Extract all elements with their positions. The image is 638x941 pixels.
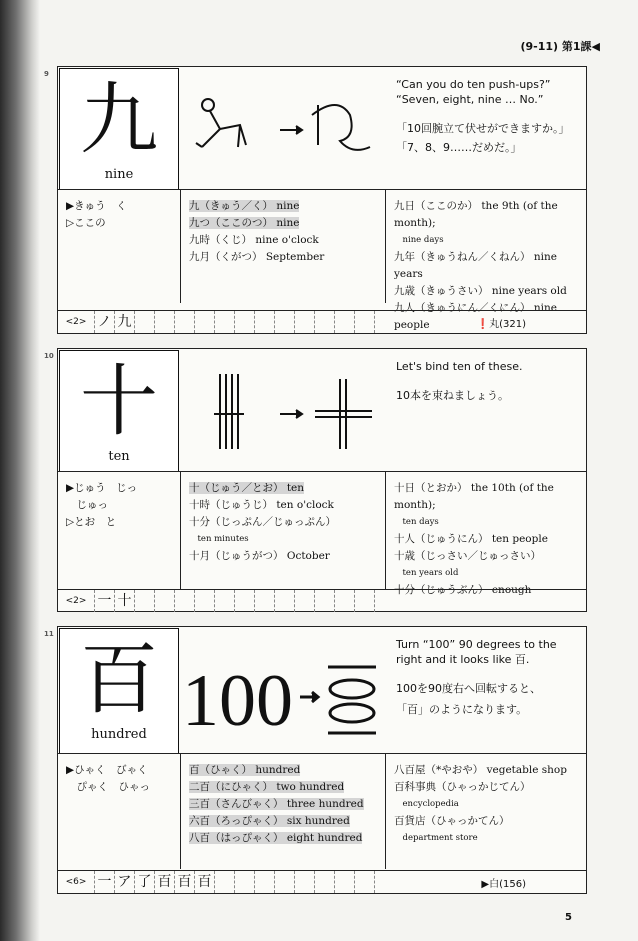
entry-number: 9 [44,70,49,78]
stroke-cell: 九 [114,311,134,333]
stroke-count: <6> [65,877,87,887]
kanji-entry-9 [57,66,587,334]
stroke-cell: 百 [154,871,174,893]
kanji-box [59,350,179,472]
readings: ▶きゅう く ▷ここの [66,200,127,229]
kanji-meaning: hundred [91,727,147,742]
stroke-order-row [58,310,586,333]
kanji-box [59,628,179,754]
stroke-count: <2> [65,596,87,606]
stroke-cell: 十 [114,590,134,612]
mnemonic-text: Let's bind ten of these. 10本を束ねましょう。 [396,360,523,402]
kanji-box [59,68,179,190]
mnemonic-text: Turn “100” 90 degrees to the right and it looks like 百. 100を90度右へ回転すると、 「百」のようになります。 [396,638,557,716]
example-words: 百（ひゃく） hundred 二百（にひゃく） two hundred 三百（さんびゃく） three hundred 六百（ろっぴゃく） six hundred 八百（はっぴゃく） eight hundred [180,754,399,869]
kanji-character: 十 [79,357,158,447]
readings: ▶じゅう じっ じゅっ ▷とお と [66,482,138,528]
more-words: 十日（とおか） the 10th (of the month); ten days 十人（じゅうにん） ten people 十歳（じっさい／じゅっさい） ten years old 十分（じゅうぶん） enough [385,472,584,590]
kanji-character: 九 [79,75,158,165]
page-number: 5 [565,912,572,923]
kanji-character: 百 [79,635,158,725]
stroke-cell: 百 [194,871,214,893]
reference: ▶白(156) [481,878,526,890]
entry-number: 11 [44,630,54,638]
readings: ▶ひゃく びゃく ぴゃく ひゃっ [66,764,150,793]
kanji-entry-11 [57,626,587,894]
stroke-order-row [58,589,586,612]
stroke-cell: ノ [94,311,114,333]
entry-number: 10 [44,352,54,360]
hundred-illustration [180,647,380,737]
stroke-cell: 百 [174,871,194,893]
stroke-cell: 了 [134,871,154,893]
readings-row [58,753,586,869]
kanji-meaning: nine [104,167,134,182]
page-header: (9-11) 第1課◀ [520,40,600,53]
svg-text:100: 100 [182,660,293,737]
example-words: 十（じゅう／とお） ten 十時（じゅうじ） ten o'clock 十分（じっぷん／じゅっぷん） ten minutes 十月（じゅうがつ） October [180,472,399,590]
more-words: 九日（ここのか） the 9th (of the month); nine days 九年（きゅうねん／くねん） nine years 九歳（きゅうさい） nine years old 九人（きゅうにん／くにん） nine people [385,190,584,303]
more-words: 八百屋（*やおや） vegetable shop 百科事典（ひゃっかじてん） encyclopedia 百貨店（ひゃっかてん） department store [385,754,584,869]
stroke-count: <2> [65,317,87,327]
bundle-illustration [180,369,380,459]
pushup-illustration [180,85,380,165]
example-words: 九（きゅう／く） nine 九つ（ここのつ） nine 九時（くじ） nine o'clock 九月（くがつ） September [180,190,399,303]
mnemonic-text: “Can you do ten push-ups?” “Seven, eight, nine … No.” 「10回腕立て伏せができますか。」 「7、8、9……だめだ。」 [396,78,570,154]
kanji-entry-10 [57,348,587,612]
reference: ❗丸(321) [476,318,526,330]
stroke-cell: 一 [94,871,114,893]
stroke-cell: ア [114,871,134,893]
readings-row [58,471,586,596]
stroke-cell: 一 [94,590,114,612]
stroke-order-row [58,870,586,893]
kanji-meaning: ten [108,449,130,464]
book-gutter-shadow [0,0,40,941]
